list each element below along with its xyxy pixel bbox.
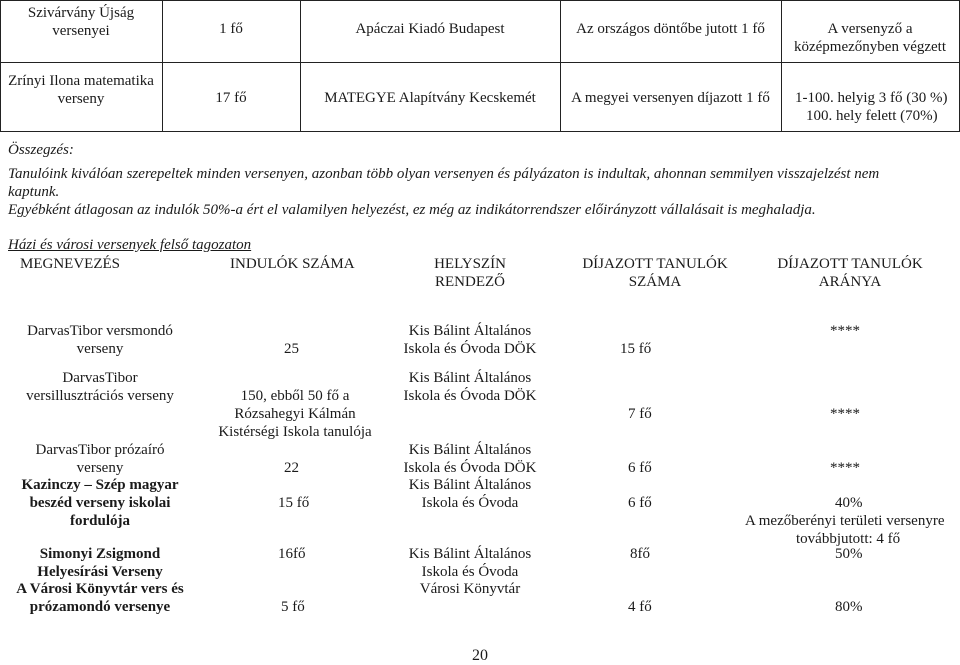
ratio-note: A mezőberényi területi versenyre — [745, 513, 945, 529]
competition-name: Helyesírási Verseny — [37, 564, 163, 580]
header-venue: HELYSZÍN — [434, 256, 506, 272]
competition-name: A Városi Könyvtár vers és — [16, 581, 184, 597]
organizer: Apáczai Kiadó Budapest — [355, 21, 505, 37]
awarded-ratio: **** — [830, 323, 860, 339]
competition-name: Zrínyi Ilona matematika verseny — [8, 73, 154, 107]
header-name: MEGNEVEZÉS — [20, 256, 120, 272]
competition-name: verseny — [76, 460, 124, 476]
awarded-count: 4 fő — [628, 599, 652, 615]
competition-name: fordulója — [70, 513, 130, 529]
summary-heading: Összegzés: — [8, 142, 74, 158]
venue: Iskola és Óvoda — [421, 564, 519, 580]
venue: Iskola és Óvoda — [421, 495, 519, 511]
venue: Iskola és Óvoda DÖK — [403, 460, 537, 476]
awarded-count: 7 fő — [628, 406, 652, 422]
participant-count: Kistérségi Iskola tanulója — [218, 424, 372, 440]
awarded-count: 8fő — [630, 546, 650, 562]
participant-count: 16fő — [278, 546, 306, 562]
section-title: Házi és városi versenyek felső tagozaton — [8, 237, 252, 253]
awarded-ratio: **** — [830, 460, 860, 476]
competition-name: DarvasTibor prózaíró — [35, 442, 165, 458]
header-awarded: DÍJAZOTT TANULÓK — [582, 256, 728, 272]
competition-name: prózamondó versenye — [29, 599, 171, 615]
header-count: INDULÓK SZÁMA — [230, 256, 355, 272]
awarded-count: 6 fő — [628, 460, 652, 476]
header-ratio: DÍJAZOTT TANULÓK — [777, 256, 923, 272]
participant-count: 25 — [284, 341, 299, 357]
venue: Kis Bálint Általános — [408, 546, 532, 562]
venue: Kis Bálint Általános — [408, 442, 532, 458]
organizer: MATEGYE Alapítvány Kecskemét — [324, 90, 536, 106]
participant-count: 1 fő — [219, 21, 243, 37]
summary-text: Tanulóink kiválóan szerepeltek minden versenyen, azonban több olyan versenyen és pályázaton is indultak, ahonnan semmilyen visszajelzést nem — [8, 166, 880, 182]
competition-name: Szivárvány Újság versenyei — [27, 5, 135, 39]
venue: Kis Bálint Általános — [408, 323, 532, 339]
summary-text: Egyébként átlagosan az indulók 50%-a ért el valamilyen helyezést, ez még az indikátorrendszer előirányzott vállalásait is meghaladja. — [8, 202, 816, 218]
result: Az országos döntőbe jutott 1 fő — [576, 21, 765, 37]
ratio-note: továbbjutott: 4 fő — [796, 531, 901, 547]
participant-count: 22 — [284, 460, 299, 476]
summary-text: kaptunk. — [8, 184, 60, 200]
result-note: 1-100. helyig 3 fő (30 %) — [795, 90, 948, 106]
header-ratio: ARÁNYA — [818, 274, 882, 290]
result-note: 100. hely felett (70%) — [806, 108, 938, 124]
page-number: 20 — [472, 647, 488, 664]
result-note: A versenyző a középmezőnyben végzett — [793, 21, 946, 55]
awarded-ratio: 40% — [835, 495, 863, 511]
competition-name: versillusztrációs verseny — [26, 388, 174, 404]
venue: Kis Bálint Általános — [408, 370, 532, 386]
competition-name: beszéd verseny iskolai — [29, 495, 171, 511]
competition-name: DarvasTibor — [62, 370, 138, 386]
venue: Iskola és Óvoda DÖK — [403, 341, 537, 357]
result: A megyei versenyen díjazott 1 fő — [571, 90, 770, 106]
venue: Iskola és Óvoda DÖK — [403, 388, 537, 404]
participant-count: 17 fő — [215, 90, 247, 106]
awarded-count: 6 fő — [628, 495, 652, 511]
awarded-ratio: 50% — [835, 546, 863, 562]
competition-name: DarvasTibor versmondó — [27, 323, 173, 339]
venue: Városi Könyvtár — [419, 581, 521, 597]
header-awarded: SZÁMA — [628, 274, 682, 290]
awarded-ratio: 80% — [835, 599, 863, 615]
header-organizer: RENDEZŐ — [435, 274, 505, 290]
awarded-ratio: **** — [830, 406, 860, 422]
venue: Kis Bálint Általános — [408, 477, 532, 493]
participant-count: Rózsahegyi Kálmán — [234, 406, 356, 422]
participant-count: 15 fő — [278, 495, 310, 511]
participant-count: 5 fő — [281, 599, 305, 615]
competition-name: verseny — [76, 341, 124, 357]
participant-count: 150, ebből 50 fő a — [240, 388, 350, 404]
awarded-count: 15 fő — [620, 341, 652, 357]
competition-name: Simonyi Zsigmond — [39, 546, 161, 562]
competition-name: Kazinczy – Szép magyar — [21, 477, 179, 493]
